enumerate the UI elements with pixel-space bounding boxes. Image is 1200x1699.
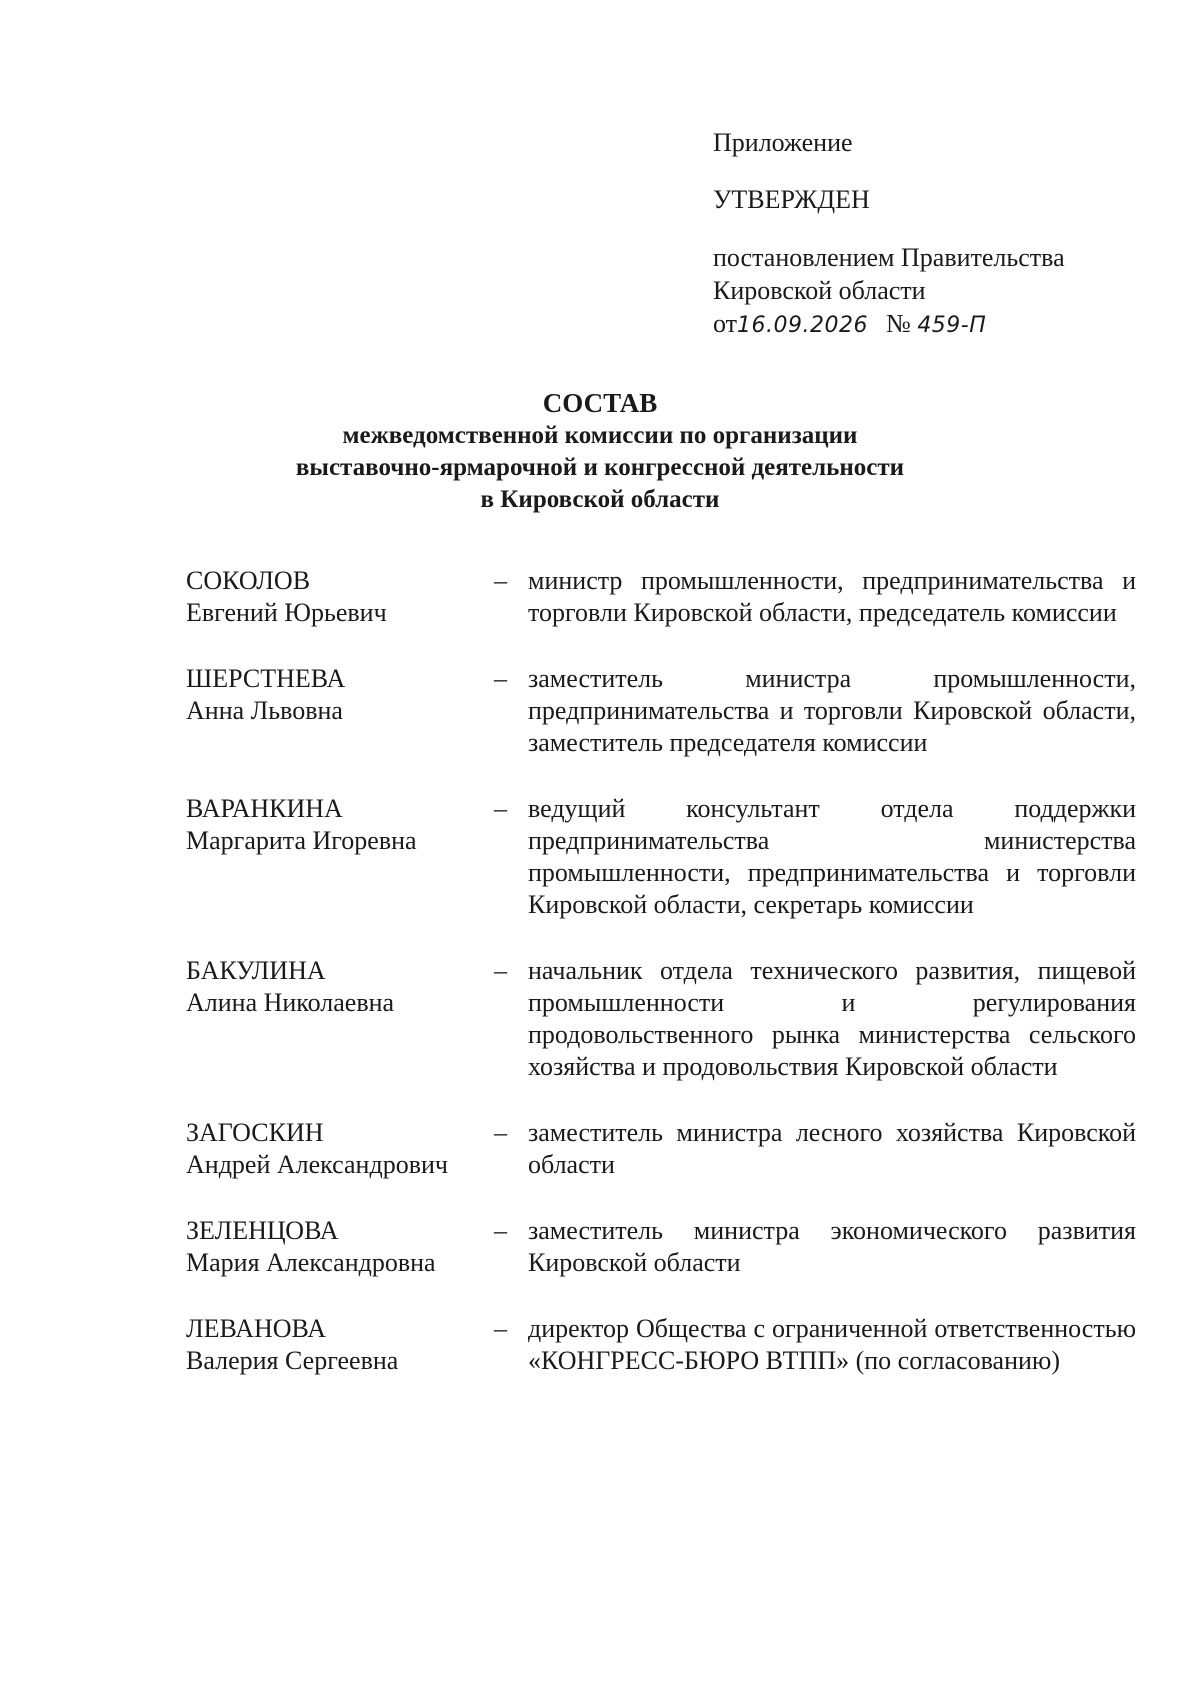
member-dash: – xyxy=(494,1118,507,1147)
member-dash: – xyxy=(494,1314,507,1343)
appendix-label: Приложение xyxy=(713,128,853,157)
member-entry xyxy=(186,1313,1136,1377)
member-role: заместитель министра лесного хозяйства Кировской области xyxy=(528,1118,1136,1179)
member-surname: БАКУЛИНА xyxy=(186,956,326,985)
member-surname: ЛЕВАНОВА xyxy=(186,1314,327,1343)
member-role: ведущий консультант отдела поддержки предпринимательства министерства промышленности, предпринимательства и торговли Кировской области, секретарь комиссии xyxy=(528,794,1136,919)
member-given-names: Маргарита Игоревна xyxy=(186,826,417,855)
member-given-names: Евгений Юрьевич xyxy=(186,598,387,627)
member-dash: – xyxy=(494,566,507,595)
member-given-names: Андрей Александрович xyxy=(186,1150,448,1179)
approved-by-line-1: постановлением Правительства xyxy=(713,243,1065,272)
approval-date-number-line xyxy=(713,307,1065,342)
member-given-names: Анна Львовна xyxy=(186,696,343,725)
member-given-names: Валерия Сергеевна xyxy=(186,1346,399,1375)
title-line-1: межведомственной комиссии по организации xyxy=(342,422,858,449)
document-title xyxy=(0,386,1200,516)
handwritten-number: 459-П xyxy=(917,313,987,338)
member-entry xyxy=(186,1117,1136,1181)
member-surname: ВАРАНКИНА xyxy=(186,794,343,823)
member-dash: – xyxy=(494,794,507,823)
handwritten-date: 16.09.2026 xyxy=(737,313,868,338)
member-dash: – xyxy=(494,1216,507,1245)
member-name xyxy=(186,565,494,629)
member-entry xyxy=(186,663,1136,759)
member-role: заместитель министра промышленности, предпринимательства и торговли Кировской области, заместитель председателя комиссии xyxy=(528,664,1136,757)
title-line-2: выставочно-ярмарочной и конгрессной деятельности xyxy=(295,454,905,481)
member-surname: СОКОЛОВ xyxy=(186,566,311,595)
member-role: начальник отдела технического развития, пищевой промышленности и регулирования продовольственного рынка министерства сельского хозяйства и продовольствия Кировской области xyxy=(528,956,1136,1081)
date-prefix: от xyxy=(713,309,738,338)
member-surname: ЗАГОСКИН xyxy=(186,1118,324,1147)
approved-label: УТВЕРЖДЕН xyxy=(713,185,870,214)
member-name xyxy=(186,1313,494,1377)
member-entry xyxy=(186,565,1136,629)
members-list xyxy=(186,565,1136,1377)
member-given-names: Мария Александровна xyxy=(186,1248,436,1277)
member-name xyxy=(186,1215,494,1279)
member-name xyxy=(186,793,494,921)
member-name xyxy=(186,955,494,1083)
member-entry xyxy=(186,1215,1136,1279)
approved-by-line-2: Кировской области xyxy=(713,276,926,305)
member-entry xyxy=(186,955,1136,1083)
member-role: министр промышленности, предпринимательства и торговли Кировской области, председатель комиссии xyxy=(528,566,1136,627)
member-given-names: Алина Николаевна xyxy=(186,988,395,1017)
number-sign: № xyxy=(886,309,911,338)
member-dash: – xyxy=(494,664,507,693)
member-name xyxy=(186,663,494,759)
title-main: СОСТАВ xyxy=(542,388,658,418)
member-entry xyxy=(186,793,1136,921)
member-role: директор Общества с ограниченной ответственностью «КОНГРЕСС-БЮРО ВТПП» (по согласованию) xyxy=(528,1314,1136,1375)
approval-stamp-block xyxy=(713,126,1065,342)
title-line-3: в Кировской области xyxy=(480,486,720,513)
member-surname: ЗЕЛЕНЦОВА xyxy=(186,1216,339,1245)
member-role: заместитель министра экономического развития Кировской области xyxy=(528,1216,1136,1277)
member-dash: – xyxy=(494,956,507,985)
member-surname: ШЕРСТНЕВА xyxy=(186,664,346,693)
member-name xyxy=(186,1117,494,1181)
